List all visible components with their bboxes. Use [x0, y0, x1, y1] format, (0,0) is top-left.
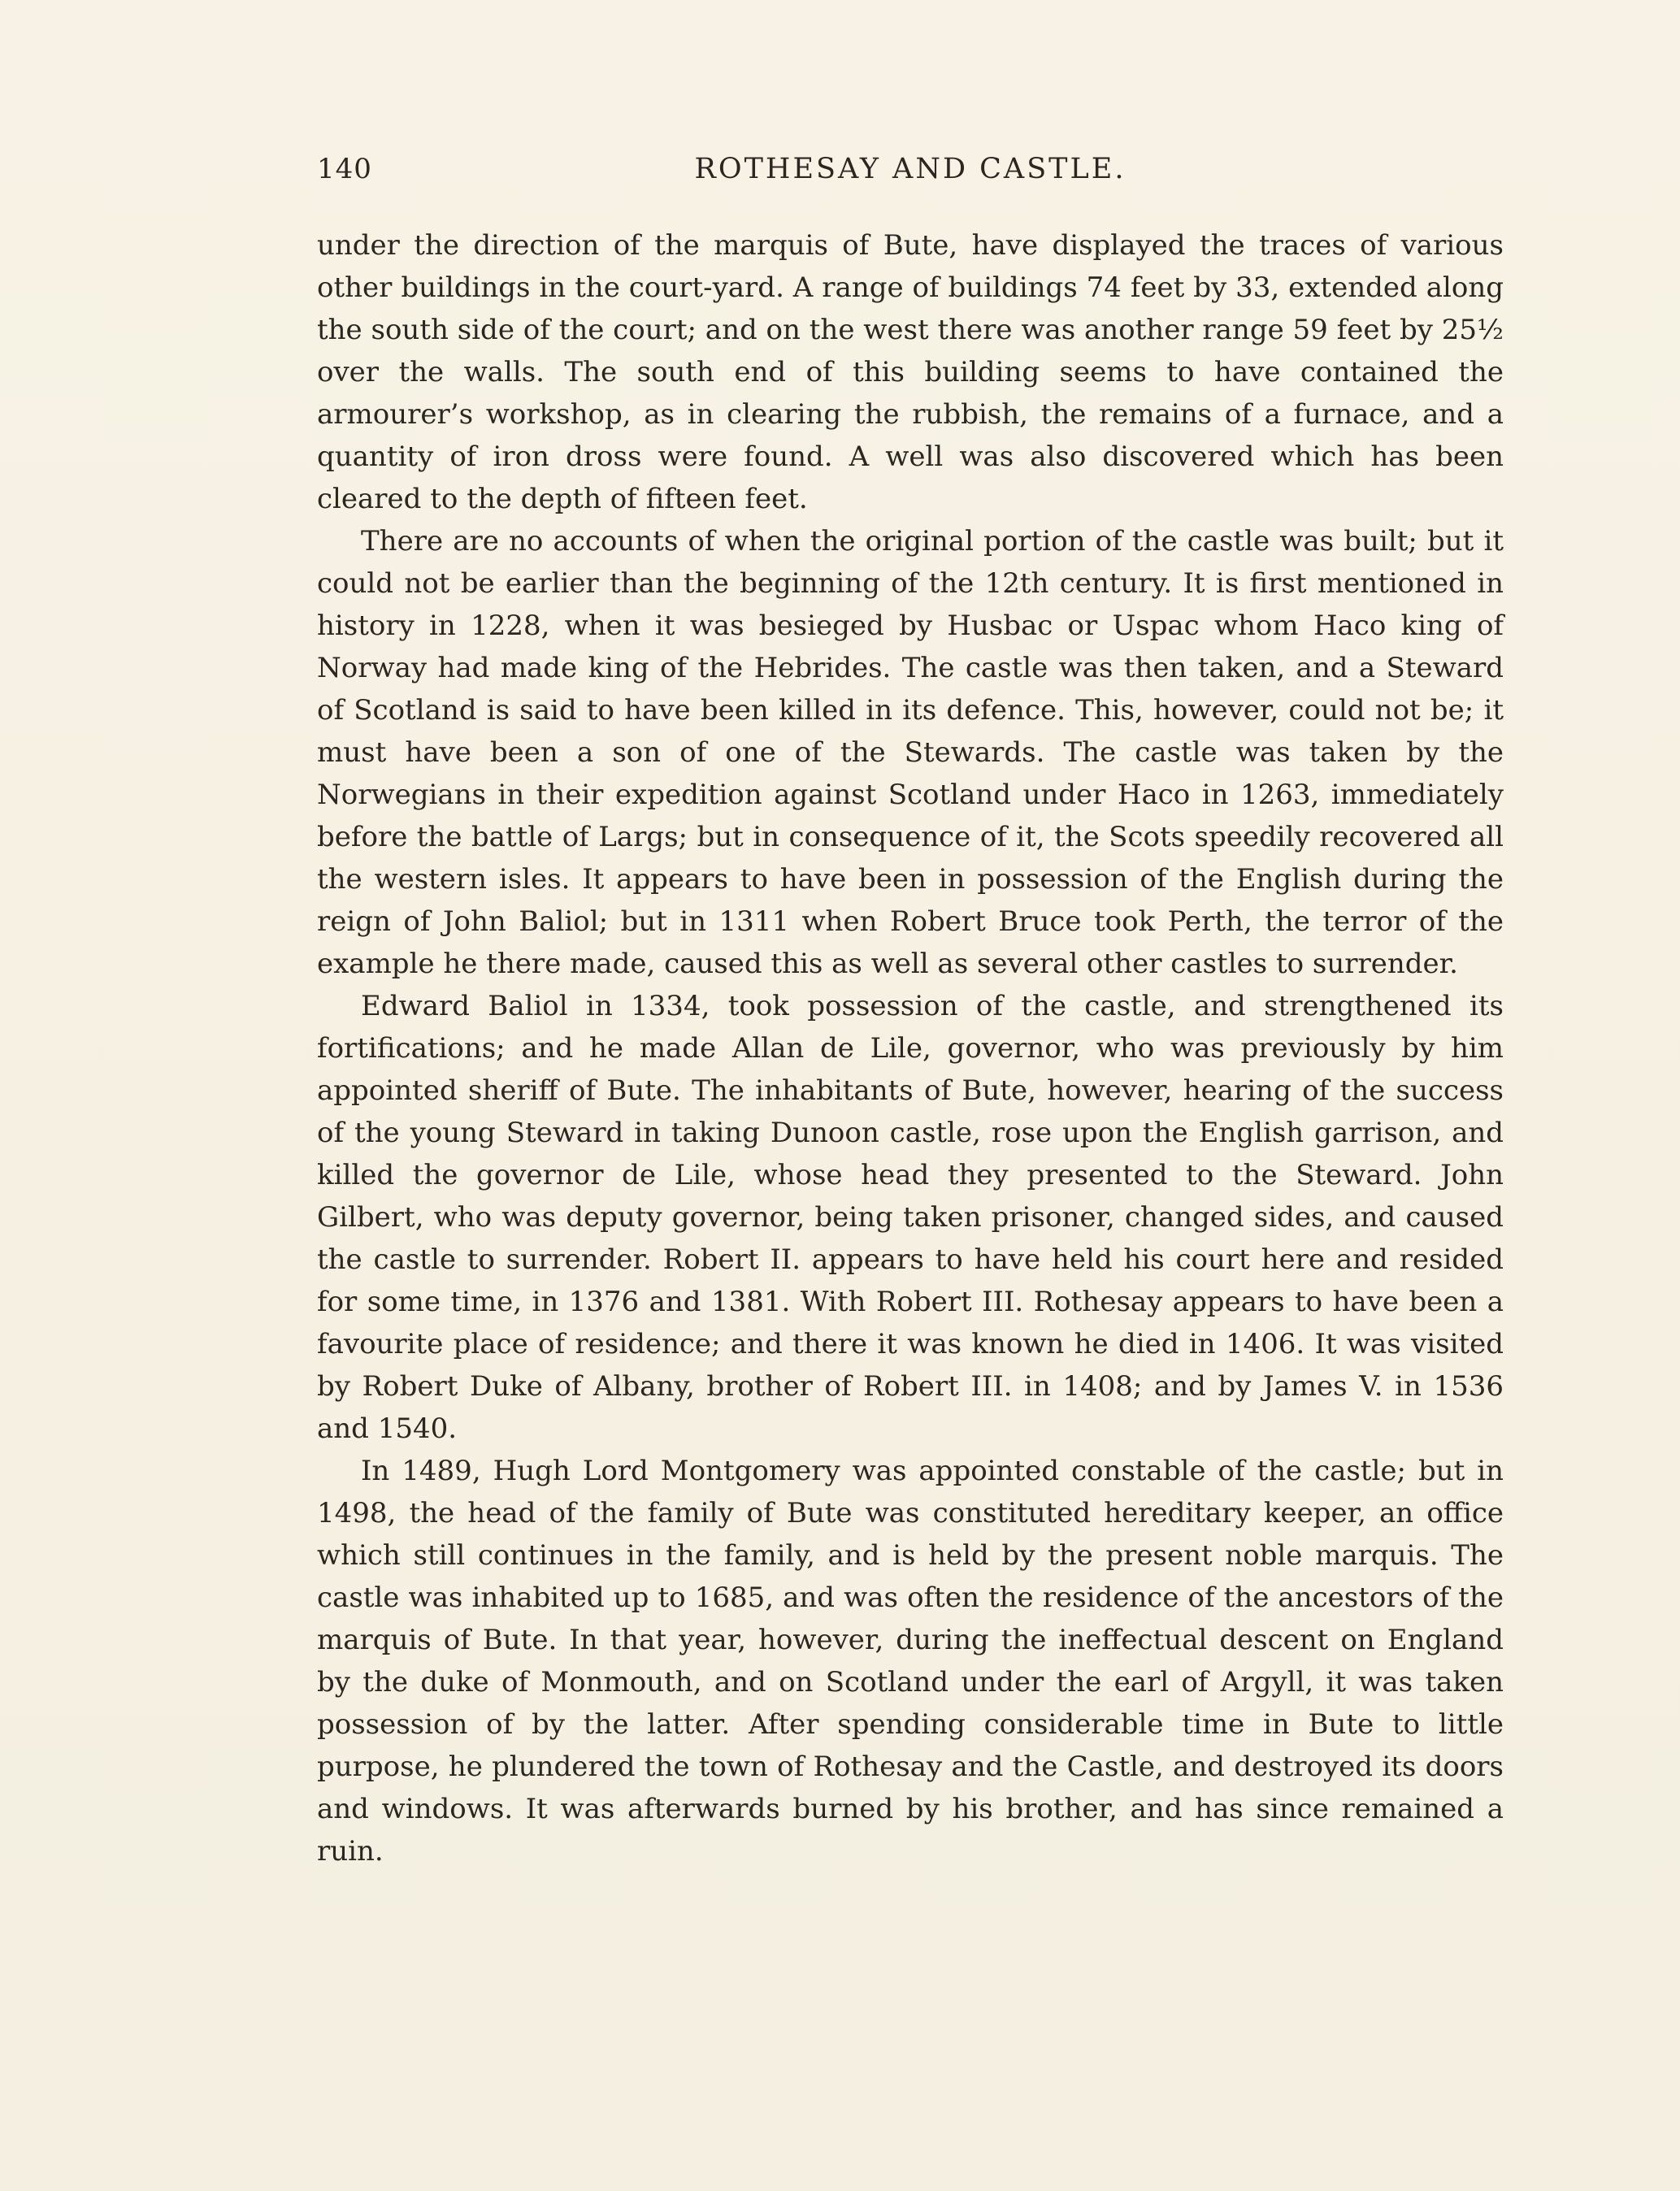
page-number: 140 — [317, 153, 372, 185]
paragraph-history: There are no accounts of when the original portion of the castle was built; but it could not be earlier than the beginning of the 12th century. It is first mentioned in history in 1228, when it was besieged by Husbac or Uspac whom Haco king of Norway had made king of the Hebrides. The castle was then taken, and a Steward of Scotland is said to have been killed in its defence. This, however, could not be; it must have been a son of one of the Stewards. The castle was taken by the Norwegians in their expedition against Scotland under Haco in 1263, immediately before the battle of Largs; but in consequence of it, the Scots speedily recovered all the western isles. It appears to have been in possession of the English during the reign of John Baliol; but in 1311 when Robert Bruce took Perth, the terror of the example he there made, caused this as well as several other castles to surrender. — [317, 525, 1504, 980]
body-text — [317, 224, 1504, 1872]
paragraph-continued: under the direction of the marquis of Bute, have displayed the traces of various other buildings in the court-yard. A range of buildings 74 feet by 33, extended along the south side of the court; and on the west there was another range 59 feet by 25½ over the walls. The south end of this building seems to have contained the armourer’s workshop, as in clearing the rubbish, the remains of a furnace, and a quantity of iron dross were found. A well was also discovered which has been cleared to the depth of fifteen feet. — [317, 229, 1504, 515]
paragraph-keepers: In 1489, Hugh Lord Montgomery was appointed constable of the castle; but in 1498, the head of the family of Bute was constituted hereditary keeper, an office which still continues in the family, and is held by the present noble marquis. The castle was inhabited up to 1685, and was often the residence of the ancestors of the marquis of Bute. In that year, however, during the ineffectual descent on England by the duke of Monmouth, and on Scotland under the earl of Argyll, it was taken possession of by the latter. After spending considerable time in Bute to little purpose, he plundered the town of Rothesay and the Castle, and destroyed its doors and windows. It was afterwards burned by his brother, and has since remained a ruin. — [317, 1455, 1504, 1868]
running-head — [317, 153, 1504, 202]
running-title: ROTHESAY AND CASTLE. — [694, 153, 1127, 185]
paragraph-baliol: Edward Baliol in 1334, took possession of the castle, and strengthened its fortifications; and he made Allan de Lile, governor, who was previously by him appointed sheriff of Bute. The inhabitants of Bute, however, hearing of the success of the young Steward in taking Dunoon castle, rose upon the English garrison, and killed the governor de Lile, whose head they presented to the Steward. John Gilbert, who was deputy governor, being taken prisoner, changed sides, and caused the castle to surrender. Robert II. appears to have held his court here and resided for some time, in 1376 and 1381. With Robert III. Rothesay appears to have been a favourite place of residence; and there it was known he died in 1406. It was visited by Robert Duke of Albany, brother of Robert III. in 1408; and by James V. in 1536 and 1540. — [317, 990, 1504, 1445]
